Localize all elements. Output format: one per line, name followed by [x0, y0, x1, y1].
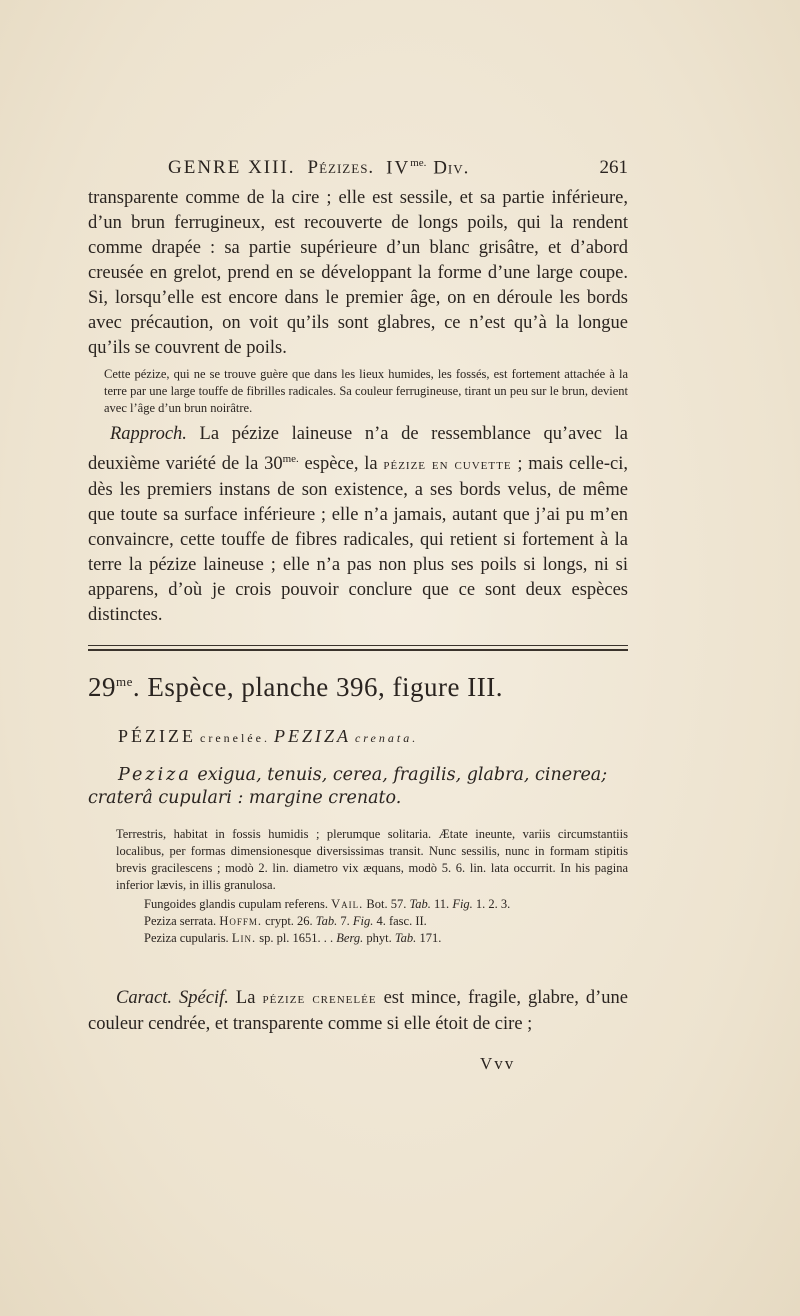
divider-thin — [88, 645, 628, 646]
page-number: 261 — [599, 157, 628, 179]
header-genre: GENRE XIII. — [168, 157, 296, 179]
references — [116, 896, 628, 947]
caract-label: Caract. Spécif. — [116, 988, 229, 1008]
latin-diagnosis: Peziza exigua, tenuis, cerea, fragilis, glabra, cinerea; craterâ cupulari : margine crenato. — [88, 765, 608, 808]
rapproch-label: Rapproch. — [110, 424, 187, 444]
header-division: $IV^{me.}$ Div. — [386, 157, 470, 179]
running-header — [168, 157, 628, 179]
caract-paragraph: Caract. Spécif. La pézize crenelée est mince, fragile, glabre, d’une couleur cendrée, et transparente comme si elle étoit de cire ; — [88, 988, 629, 1034]
divider-thick — [88, 649, 628, 651]
header-family: Pézizes. — [307, 157, 375, 179]
reference-item: Peziza cupularis. Lin. sp. pl. 1651. . . Berg. phyt. Tab. 171. — [144, 931, 442, 945]
body-paragraph-1: transparente comme de la cire ; elle est sessile, et sa partie inférieure, d’un brun ferrugineux, est recouverte de longs poils, qui la rendent comme drapée : sa partie supérieure d’un blanc grisâtre, et d’abord creusée en grelot, prend en se développant la forme d’une large coupe. Si, lorsqu’elle est encore dans le premier âge, on en déroule les bords avec précaution, on voit qu’ils sont glabres, ce n’est qu’à la longue qu’ils se couvrent de poils. — [88, 188, 628, 358]
latin-note: Terrestris, habitat in fossis humidis ; plerumque solitaria. Ætate ineunte, variis circumstantiis localibus, per formas dimensionesque diversissimas transit. Nunc sessilis, nunc in formam stipitis brevis gracilescens ; modò 2. lin. diametro vix æquans, modò 5. 6. lin. lata occurrit. In his pagina inferior lævis, in illis granulosa. — [116, 827, 628, 892]
reference-item: Fungoides glandis cupulam referens. Vail. Bot. 57. Tab. 11. Fig. 1. 2. 3. — [144, 897, 511, 911]
species-title: PÉZIZE crenelée. PEZIZA crenata. — [118, 726, 419, 746]
signature-mark: Vvv — [480, 1054, 516, 1073]
small-note-1: Cette pézize, qui ne se trouve guère que dans les lieux humides, les fossés, est fortement attachée à la terre par une large touffe de fibrilles radicales. Sa couleur ferrugineuse, tirant un peu sur le brun, devient avec l’âge d’un brun noirâtre. — [104, 367, 628, 415]
species-heading: $29^{me}$. Espèce, planche 396, figure III. — [88, 672, 503, 702]
reference-item: Peziza serrata. Hoffm. crypt. 26. Tab. 7. Fig. 4. fasc. II. — [144, 914, 427, 928]
rapproch-paragraph: Rapproch. La pézize laineuse n’a de ressemblance qu’avec la deuxième variété de la $30^{me.}$ espèce, la pézize en cuvette ; mais celle-ci, dès les premiers instans de son existence, a ses bords velus, de même que toute sa surface inférieure ; elle n’a jamais, autant que j’ai pu m’en convaincre, cette touffe de fibres radicales, qui retient si fortement à la terre la pézize laineuse ; elle n’a pas non plus ses poils si longs, ni si apparens, d’où je crois pouvoir conclure que ce sont deux espèces distinctes. — [88, 424, 628, 626]
